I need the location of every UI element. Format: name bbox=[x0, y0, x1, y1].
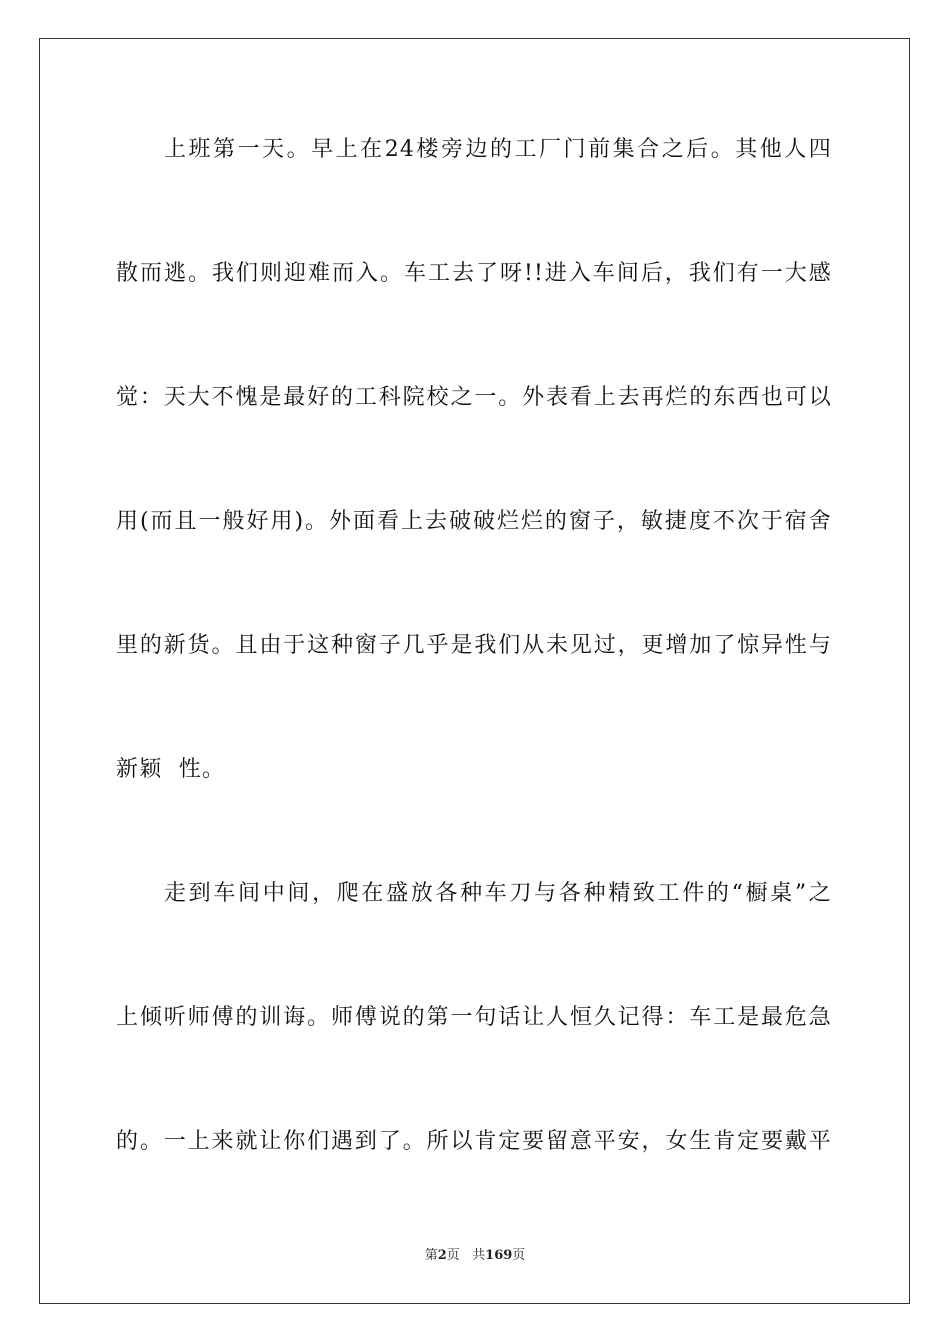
page-footer bbox=[0, 1247, 950, 1265]
footer-prefix: 第 bbox=[424, 1248, 438, 1263]
paragraph-2-line-2: 上倾听师傅的训诲。师傅说的第一句话让人恒久记得：车工是最危急 bbox=[116, 1005, 832, 1030]
paragraph-1-line-5: 里的新货。且由于这种窗子几乎是我们从未见过，更增加了惊异性与 bbox=[116, 633, 832, 658]
footer-suffix: 页 bbox=[512, 1248, 526, 1263]
paragraph-1-line-2: 散而逃。我们则迎难而入。车工去了呀!!进入车间后，我们有一大感 bbox=[116, 261, 832, 286]
footer-total-pages: 169 bbox=[485, 1248, 513, 1263]
page-border bbox=[39, 38, 910, 1304]
footer-page-number: 2 bbox=[437, 1248, 447, 1263]
paragraph-1-line-1: 上班第一天。早上在24楼旁边的工厂门前集合之后。其他人四 bbox=[164, 137, 832, 162]
paragraph-1-line-4: 用(而且一般好用)。外面看上去破破烂烂的窗子，敏捷度不次于宿舍 bbox=[116, 509, 832, 534]
footer-mid: 页 共 bbox=[446, 1248, 486, 1263]
paragraph-2-line-3: 的。一上来就让你们遇到了。所以肯定要留意平安，女生肯定要戴平 bbox=[116, 1129, 832, 1154]
paragraph-1-line-6: 新颖 性。 bbox=[116, 757, 226, 782]
paragraph-2-line-1: 走到车间中间，爬在盛放各种车刀与各种精致工件的“橱桌”之 bbox=[164, 881, 832, 906]
paragraph-1-line-3: 觉：天大不愧是最好的工科院校之一。外表看上去再烂的东西也可以 bbox=[116, 385, 832, 410]
